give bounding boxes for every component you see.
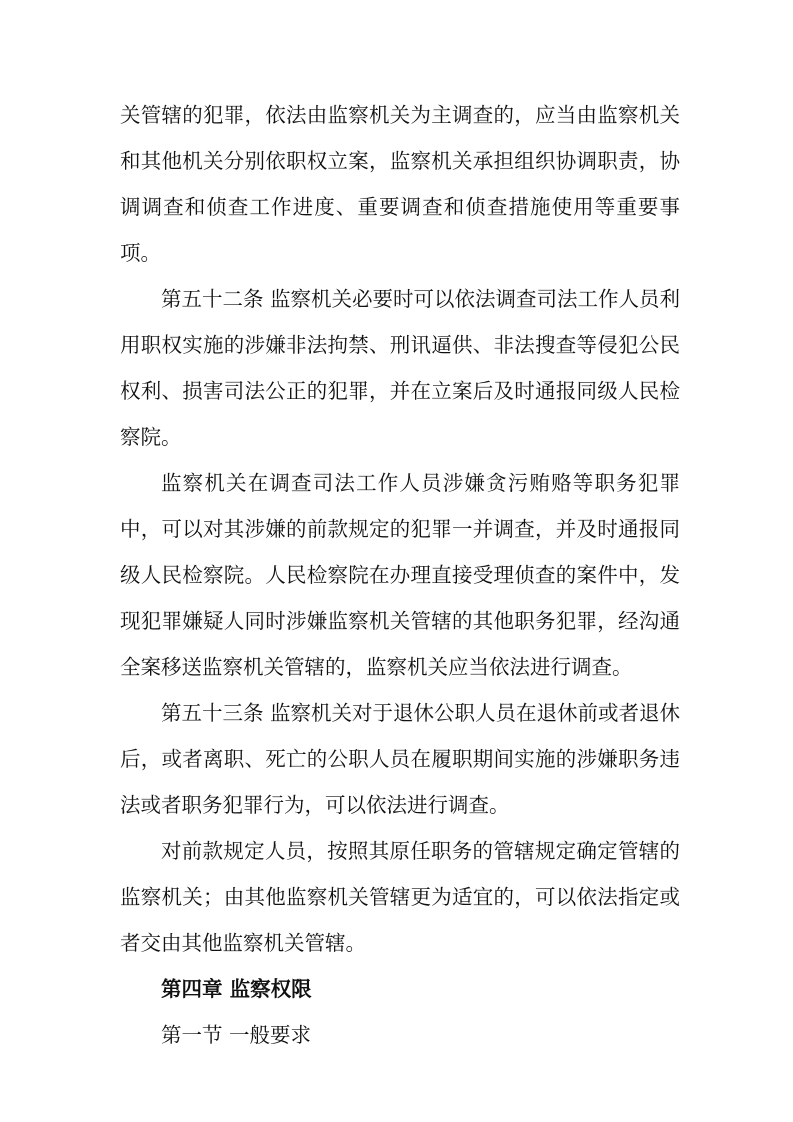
paragraph-article-52-clause-2: 监察机关在调查司法工作人员涉嫌贪污贿赂等职务犯罪中，可以对其涉嫌的前款规定的犯罪一并调查，并及时通报同级人民检察院。人民检察院在办理直接受理侦查的案件中，发现犯罪嫌疑人同时涉嫌监察机关管辖的其他职务犯罪，经沟通全案移送监察机关管辖的，监察机关应当依法进行调查。 — [120, 471, 680, 679]
paragraph-continuation: 关管辖的犯罪，依法由监察机关为主调查的，应当由监察机关和其他机关分别依职权立案，监察机关承担组织协调职责，协调调查和侦查工作进度、重要调查和侦查措施使用等重要事项。 — [120, 103, 680, 265]
paragraph-article-53-clause-2: 对前款规定人员，按照其原任职务的管辖规定确定管辖的监察机关；由其他监察机关管辖更为适宜的，可以依法指定或者交由其他监察机关管辖。 — [120, 839, 680, 955]
chapter-heading: 第四章 监察权限 — [161, 977, 312, 1001]
paragraph-article-52: 第五十二条 监察机关必要时可以依法调查司法工作人员利用职权实施的涉嫌非法拘禁、刑讯逼供、非法搜查等侵犯公民权利、损害司法公正的犯罪，并在立案后及时通报同级人民检察院。 — [120, 287, 681, 449]
section-heading: 第一节 一般要求 — [161, 1023, 312, 1047]
document-body — [120, 92, 680, 1058]
paragraph-article-53: 第五十三条 监察机关对于退休公职人员在退休前或者退休后，或者离职、死亡的公职人员在履职期间实施的涉嫌职务违法或者职务犯罪行为，可以依法进行调查。 — [120, 701, 681, 817]
